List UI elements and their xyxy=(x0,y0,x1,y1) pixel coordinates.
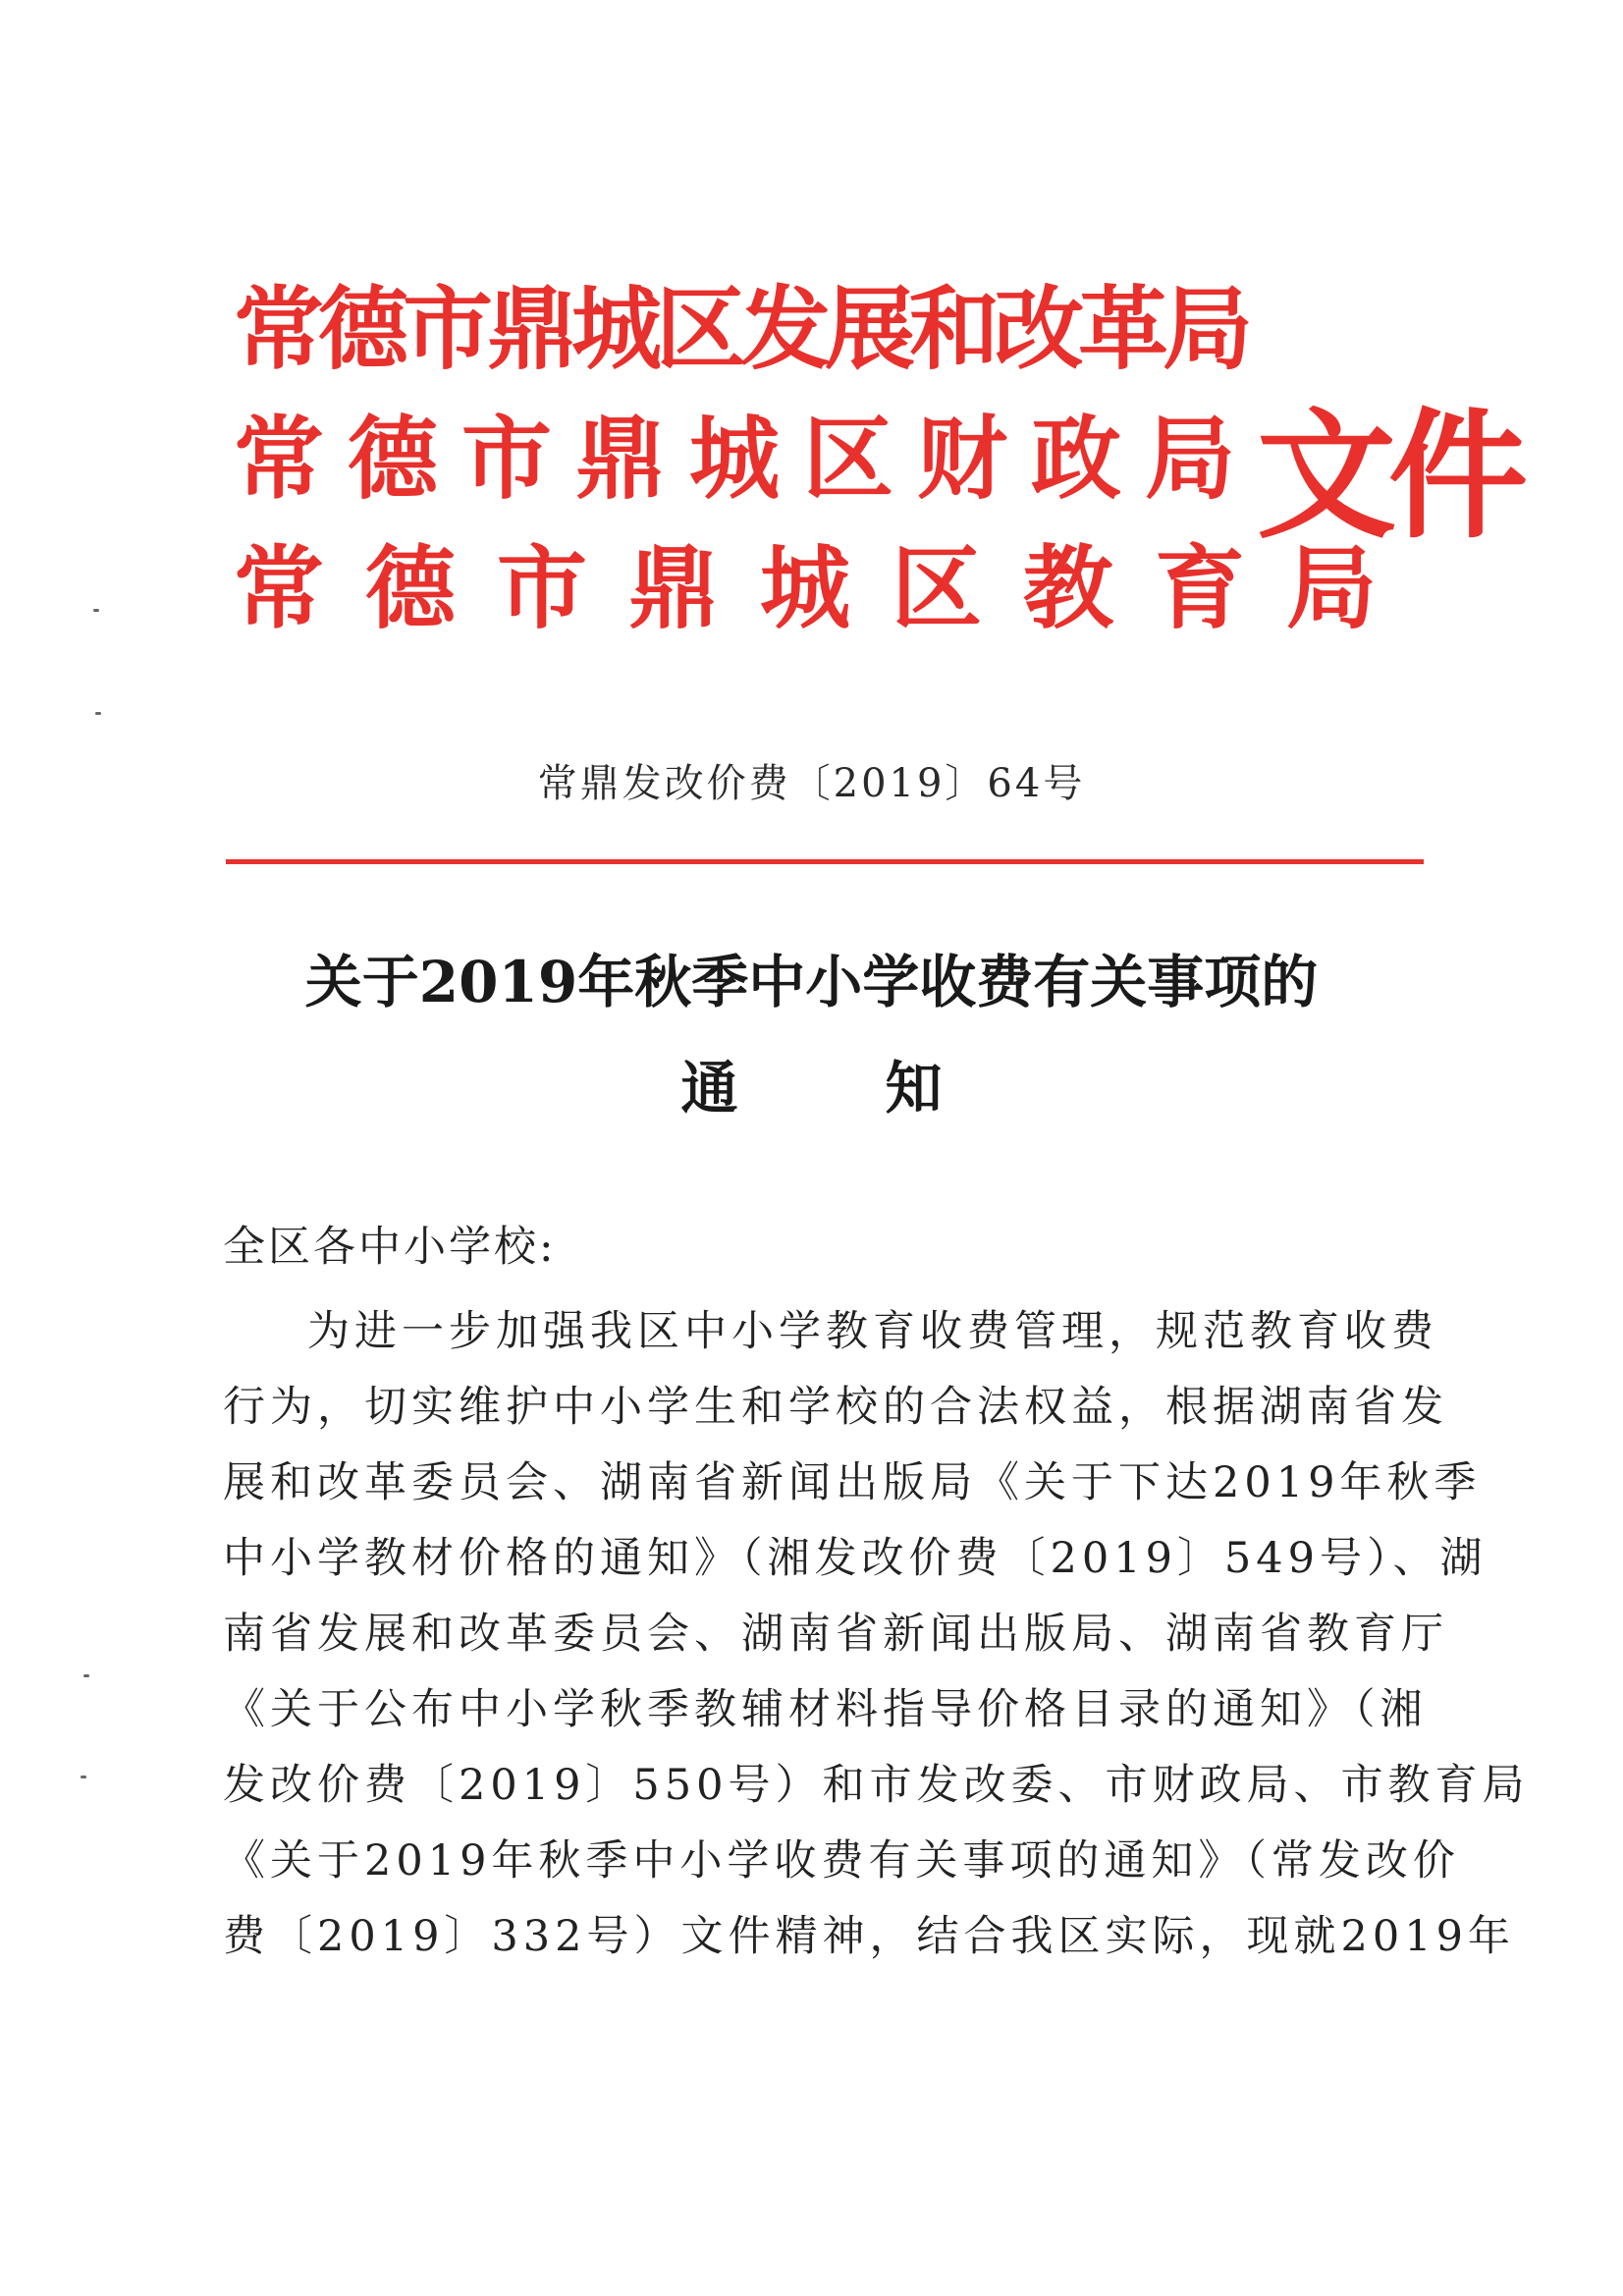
document-number: 常鼎发改价费〔2019〕64号 xyxy=(537,761,1086,806)
notice-title-line-2 xyxy=(0,1049,1623,1127)
agency-name-3: 常德市鼎城区教育局 xyxy=(234,535,1419,641)
scan-speck xyxy=(95,712,101,715)
document-label: 文件 xyxy=(1257,395,1520,558)
scan-speck xyxy=(83,1674,89,1677)
agency-name-1: 常德市鼎城区发展和改革局 xyxy=(234,276,1248,382)
body-line: 为进一步加强我区中小学教育收费管理，规范教育收费 xyxy=(307,1307,1438,1356)
body-line: 南省发展和改革委员会、湖南省新闻出版局、湖南省教育厅 xyxy=(223,1610,1448,1659)
title-char-tong: 通 xyxy=(680,1055,738,1121)
body-line: 《关于2019年秋季中小学收费有关事项的通知》（常发改价 xyxy=(223,1836,1460,1886)
body-line: 费〔2019〕332号）文件精神，结合我区实际，现就2019年 xyxy=(223,1912,1515,1961)
scan-speck xyxy=(93,609,99,612)
body-line: 中小学教材价格的通知》（湘发改价费〔2019〕549号）、湖 xyxy=(223,1534,1488,1583)
body-line: 发改价费〔2019〕550号）和市发改委、市财政局、市教育局 xyxy=(223,1761,1530,1810)
notice-title-line-1: 关于2019年秋季中小学收费有关事项的 xyxy=(304,949,1319,1015)
body-line: 行为，切实维护中小学生和学校的合法权益，根据湖南省发 xyxy=(223,1383,1448,1432)
title-char-zhi: 知 xyxy=(885,1055,943,1121)
salutation: 全区各中小学校: xyxy=(223,1223,557,1272)
body-line: 展和改革委员会、湖南省新闻出版局《关于下达2019年秋季 xyxy=(223,1458,1482,1507)
body-line: 《关于公布中小学秋季教辅材料指导价格目录的通知》（湘 xyxy=(223,1685,1428,1734)
red-divider xyxy=(226,859,1424,864)
body-paragraph xyxy=(223,1294,1530,1975)
agency-name-2: 常德市鼎城区财政局 xyxy=(234,406,1260,512)
scan-speck xyxy=(81,1776,86,1778)
